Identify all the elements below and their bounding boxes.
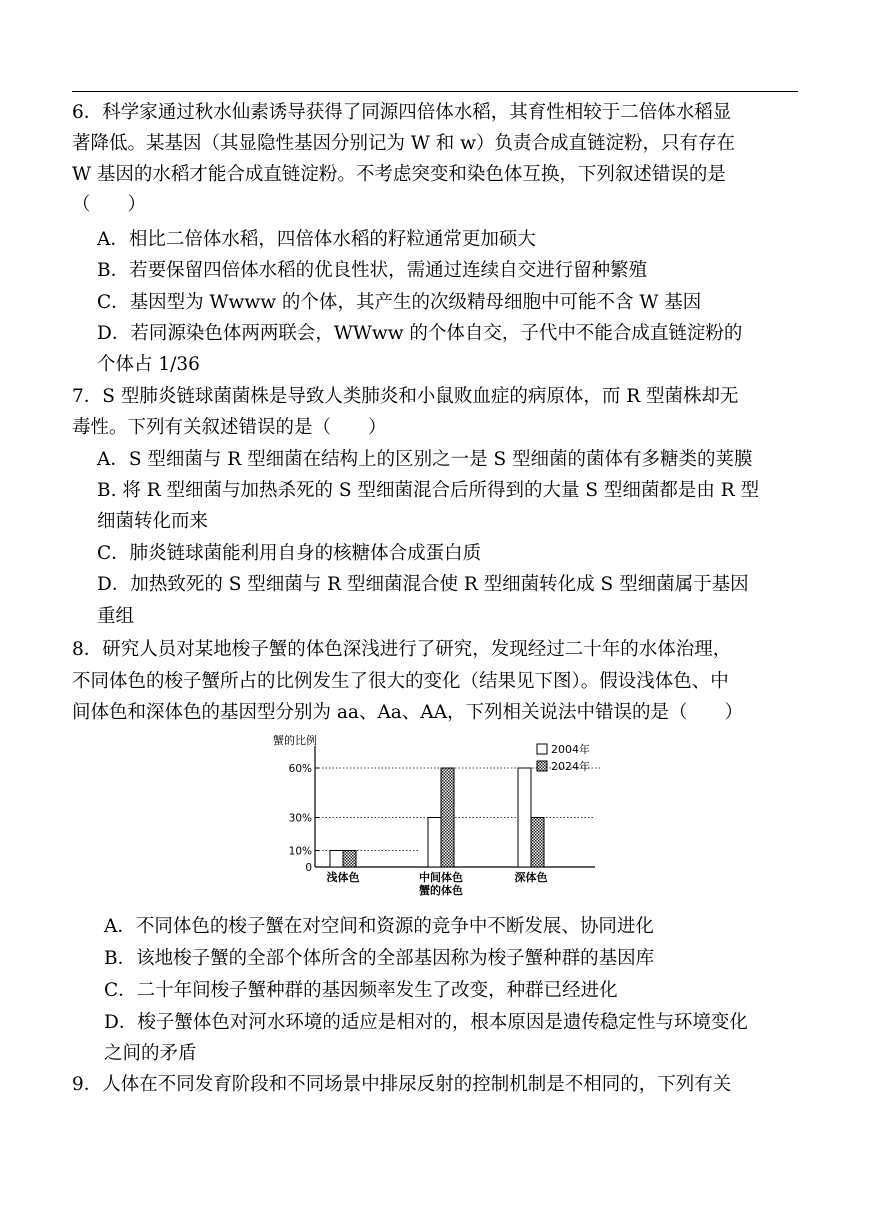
legend-swatch [537, 744, 547, 754]
y-axis-label: 蟹的比例 [273, 734, 317, 747]
legend-swatch [537, 761, 547, 771]
q6-option-line: D．若同源染色体两两联会，WWww 的个体自交，子代中不能合成直链淀粉的 [97, 323, 743, 344]
legend-label: 2024年 [551, 760, 590, 773]
q7-option-line: A．S 型细菌与 R 型细菌在结构上的区别之一是 S 型细菌的菌体有多糖类的荚膜 [97, 449, 753, 470]
q7-option-line: 细菌转化而来 [97, 511, 209, 532]
q8-option-line: C．二十年间梭子蟹种群的基因频率发生了改变，种群已经进化 [104, 980, 618, 1001]
q7-option-line: B. 将 R 型细菌与加热杀死的 S 型细菌混合后所得到的大量 S 型细菌都是由 R 型 [97, 480, 760, 501]
bar-2004-3 [518, 768, 531, 867]
q7-option-line: D．加热致死的 S 型细菌与 R 型细菌混合使 R 型细菌转化成 S 型细菌属于基因 [97, 574, 749, 595]
q6-stem-line: W 基因的水稻才能合成直链淀粉。不考虑突变和染色体互换，下列叙述错误的是 [72, 164, 726, 185]
x-tick-label: 中间体色 [419, 871, 463, 884]
q8-option-line: B．该地梭子蟹的全部个体所含的全部基因称为梭子蟹种群的基因库 [104, 948, 655, 969]
legend-label: 2004年 [551, 743, 590, 756]
q7-option-line: C．肺炎链球菌能利用自身的核糖体合成蛋白质 [97, 543, 482, 564]
q6-option-line: A．相比二倍体水稻，四倍体水稻的籽粒通常更加硕大 [97, 229, 536, 250]
bar-2024-2 [441, 768, 454, 867]
y-tick-label: 30% [288, 812, 312, 825]
q6-option-line: C．基因型为 Wwww 的个体，其产生的次级精母细胞中可能不含 W 基因 [97, 292, 702, 313]
bar-2024-1 [343, 851, 356, 868]
q9-stem-line: 9．人体在不同发育阶段和不同场景中排尿反射的控制机制是不相同的，下列有关 [72, 1074, 732, 1095]
q6-option-line: 个体占 1/36 [97, 354, 200, 375]
q7-stem-line: 7．S 型肺炎链球菌菌株是导致人类肺炎和小鼠败血症的病原体，而 R 型菌株却无 [72, 386, 739, 407]
y-tick-label: 10% [288, 845, 312, 858]
x-axis-label: 蟹的体色 [419, 884, 463, 897]
q6-stem-line: 6．科学家通过秋水仙素诱导获得了同源四倍体水稻，其育性相较于二倍体水稻显 [72, 102, 732, 123]
x-tick-label: 深体色 [514, 871, 548, 884]
top-rule [72, 91, 798, 92]
y-tick-label: 0 [305, 862, 312, 874]
q8-option-line: A．不同体色的梭子蟹在对空间和资源的竞争中不断发展、协同进化 [104, 916, 654, 937]
q8-stem-line: 不同体色的梭子蟹所占的比例发生了很大的变化（结果见下图）。假设浅体色、中 [72, 671, 729, 692]
q6-stem-line: 著降低。某基因（其显隐性基因分别记为 W 和 w）负责合成直链淀粉，只有存在 [72, 133, 735, 154]
q7-option-line: 重组 [97, 606, 135, 627]
bar-2024-3 [531, 818, 544, 868]
q6-stem-line: （ ） [72, 194, 147, 215]
q6-option-line: B．若要保留四倍体水稻的优良性状，需通过连续自交进行留种繁殖 [97, 260, 648, 281]
q8-option-line: D．梭子蟹体色对河水环境的适应是相对的，根本原因是遗传稳定性与环境变化 [104, 1012, 748, 1033]
x-tick-label: 浅体色 [326, 871, 360, 884]
bar-2004-2 [428, 818, 441, 868]
q7-stem-line: 毒性。下列有关叙述错误的是（ ） [72, 417, 387, 438]
y-tick-label: 60% [288, 763, 312, 775]
body-color-bar-chart [250, 732, 630, 902]
q8-option-line: 之间的矛盾 [104, 1043, 197, 1064]
q8-stem-line: 8．研究人员对某地梭子蟹的体色深浅进行了研究，发现经过二十年的水体治理， [72, 639, 732, 660]
q8-stem-line: 间体色和深体色的基因型分别为 aa、Aa、AA，下列相关说法中错误的是（ ） [72, 702, 744, 723]
bar-2004-1 [330, 851, 343, 868]
